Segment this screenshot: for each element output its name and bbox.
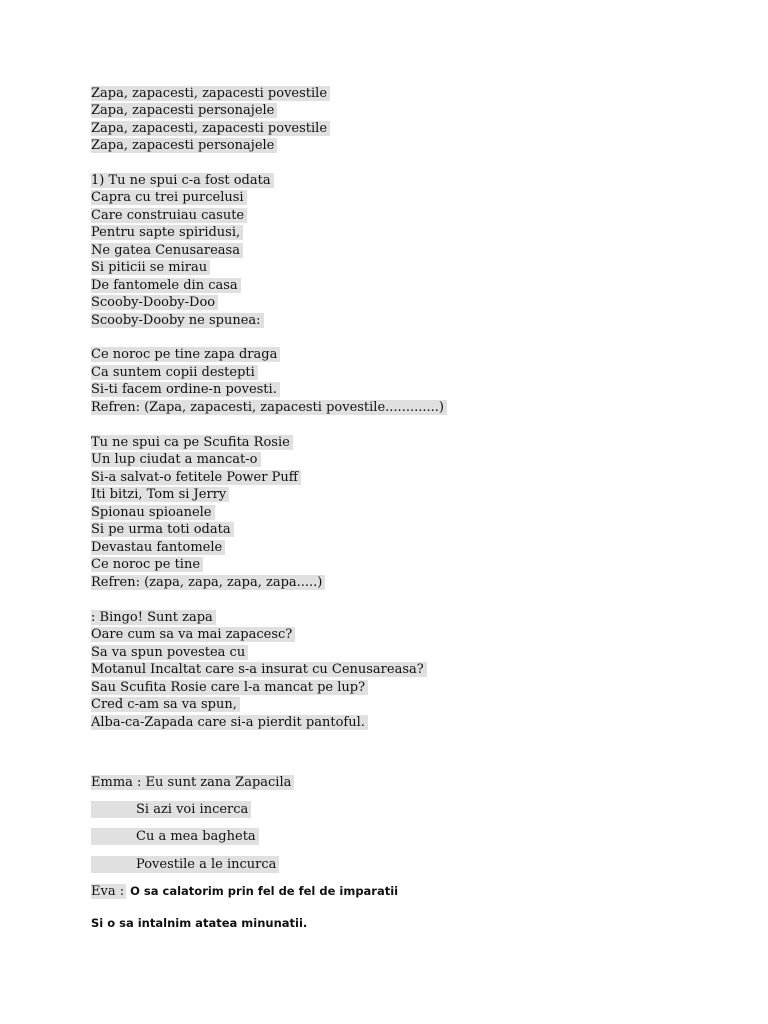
verse-line: Pentru sapte spiridusi, — [91, 224, 243, 241]
response-line: Ce noroc pe tine zapa draga — [91, 346, 280, 363]
emma-indented-line: Si azi voi incerca — [91, 801, 251, 818]
bingo-line: Alba-ca-Zapada care si-a pierdit pantoful. — [91, 714, 368, 731]
response-line: Ca suntem copii destepti — [91, 364, 258, 381]
chorus-line: Zapa, zapacesti, zapacesti povestile — [91, 120, 330, 137]
response-line: Si-ti facem ordine-n povesti. — [91, 381, 280, 398]
verse-line: Scooby-Dooby-Doo — [91, 294, 218, 311]
emma-indented-line: Cu a mea bagheta — [91, 828, 259, 845]
bingo-line: Sau Scufita Rosie care l-a mancat pe lup? — [91, 679, 368, 696]
verse-line: De fantomele din casa — [91, 277, 241, 294]
eva-line-2: Si o sa intalnim atatea minunatii. — [91, 916, 308, 930]
bingo-line: Cred c-am sa va spun, — [91, 696, 240, 713]
verse-line: Ce noroc pe tine — [91, 556, 203, 573]
bingo-line: Motanul Incaltat care s-a insurat cu Cenusareasa? — [91, 661, 427, 678]
bingo-line: : Bingo! Sunt zapa — [91, 609, 216, 626]
verse-line: Si pe urma toti odata — [91, 521, 234, 538]
eva-label: Eva : — [91, 884, 125, 899]
verse-line: Care construiau casute — [91, 207, 247, 224]
chorus-line: Zapa, zapacesti personajele — [91, 102, 277, 119]
verse-line: Devastau fantomele — [91, 539, 225, 556]
verse-line: Tu ne spui ca pe Scufita Rosie — [91, 434, 293, 451]
emma-indented-line: Povestile a le incurca — [91, 856, 279, 873]
verse-line: 1) Tu ne spui c-a fost odata — [91, 172, 274, 189]
verse-line: Iti bitzi, Tom si Jerry — [91, 486, 229, 503]
chorus-line: Zapa, zapacesti personajele — [91, 137, 277, 154]
refrain-line: Refren: (zapa, zapa, zapa, zapa.....) — [91, 574, 325, 591]
verse-line: Ne gatea Cenusareasa — [91, 242, 243, 259]
verse-line: Si-a salvat-o fetitele Power Puff — [91, 469, 301, 486]
verse-line: Spionau spioanele — [91, 504, 215, 521]
verse-line: Si piticii se mirau — [91, 259, 210, 276]
verse-line: Un lup ciudat a mancat-o — [91, 451, 261, 468]
bingo-line: Sa va spun povestea cu — [91, 644, 248, 661]
eva-line — [91, 883, 398, 900]
verse-line: Capra cu trei purcelusi — [91, 189, 247, 206]
verse-line: Scooby-Dooby ne spunea: — [91, 312, 264, 329]
emma-line: Emma : Eu sunt zana Zapacila — [91, 774, 294, 791]
bingo-line: Oare cum sa va mai zapacesc? — [91, 626, 295, 643]
chorus-line: Zapa, zapacesti, zapacesti povestile — [91, 85, 330, 102]
refrain-line: Refren: (Zapa, zapacesti, zapacesti povestile.............) — [91, 399, 447, 416]
eva-text: O sa calatorim prin fel de fel de imparatii — [130, 884, 399, 898]
